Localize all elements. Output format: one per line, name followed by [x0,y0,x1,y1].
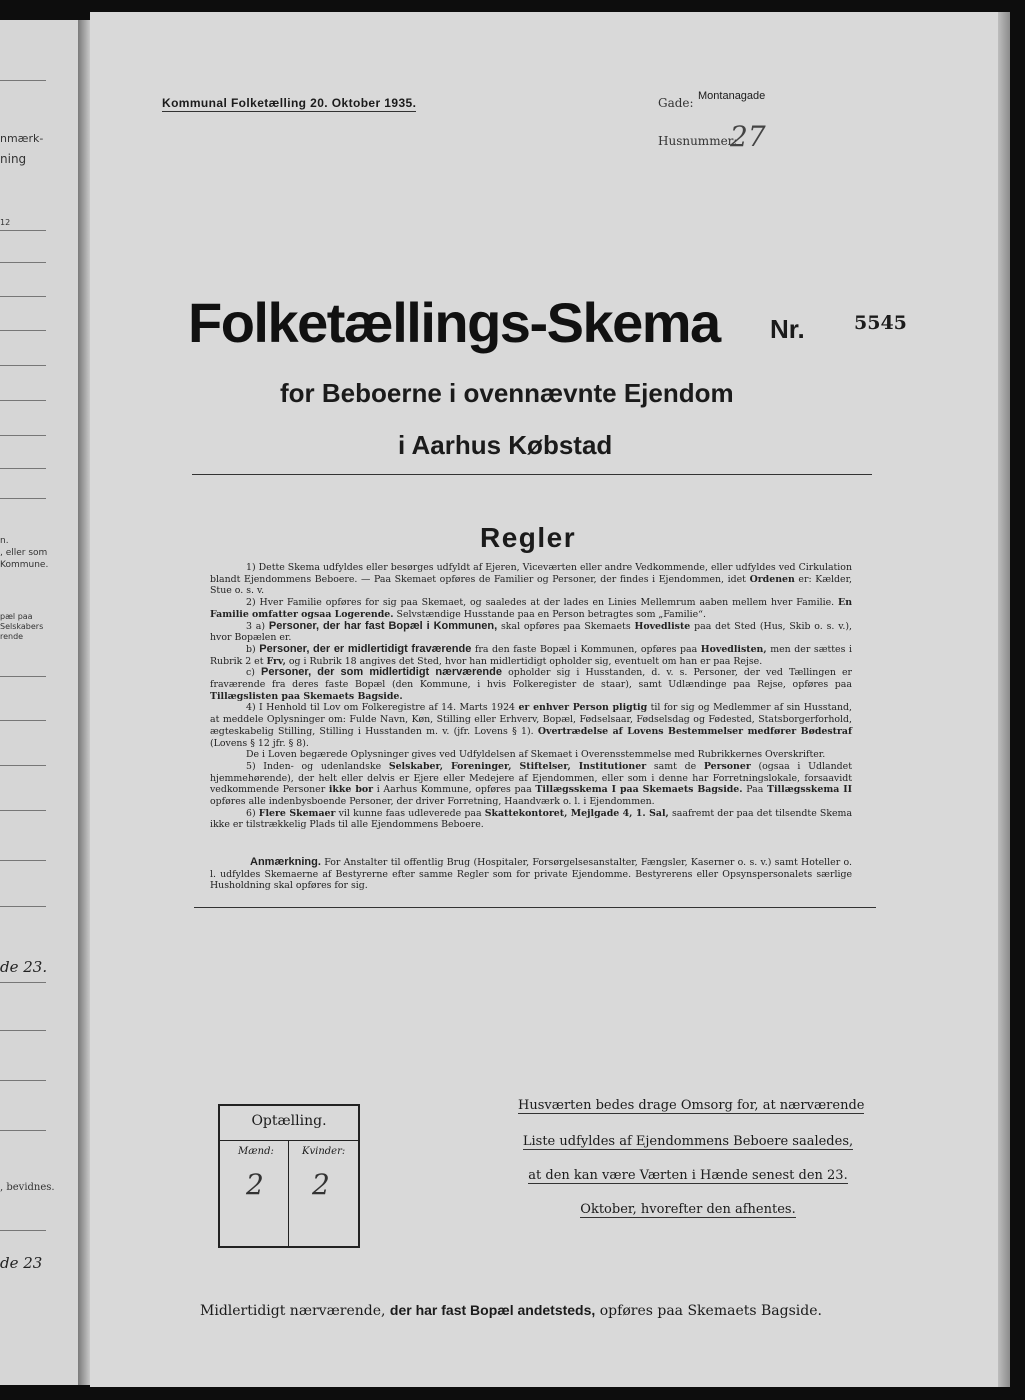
form-subtitle: for Beboerne i ovennævnte Ejendom [280,378,734,408]
census-header: Kommunal Folketælling 20. Oktober 1935. [162,96,417,110]
rule-emphasis: Tillægsskema I paa Skemaets Bagside. [535,784,743,796]
street-label: Gade: [658,96,694,110]
fragment-text: Kommune. [0,560,49,570]
divider [0,860,46,861]
fragment-text: rende [0,632,24,641]
divider [0,720,46,721]
rule-emphasis: Frv, [266,655,286,667]
rule-text: Paa [746,784,764,796]
rule-emphasis: er enhver Person pligtig [518,702,648,714]
rule-emphasis: Personer, der er midlertidigt fraværende [259,642,472,655]
fragment-text: Selskabers [0,622,44,631]
rule-emphasis: Hovedlisten, [700,643,767,655]
rule-text: samt de [653,760,697,772]
handwritten-fragment: de 23. [0,958,48,976]
rule-emphasis: Hovedliste [634,620,691,632]
notice-line [518,1168,858,1183]
footer-text: Midlertidigt nærværende, [200,1303,386,1319]
rule-text: saafremt der paa det tilsendte Skema ikke er tilstrækkelig Plads til alle Ejendommens Beboere. [210,807,853,831]
fragment-text: ning [0,152,27,166]
rule-1 [210,562,852,597]
divider [0,982,46,983]
tally-women-value: 2 [312,1168,330,1201]
tally-men-value: 2 [246,1168,264,1201]
fragment-text: , bevidnes. [0,1182,55,1193]
divider [288,1140,289,1246]
rule-text: 3 a) [246,620,266,632]
rule-emphasis: Tillægsskema II [766,784,853,796]
rule-text: men der sættes i Rubrik 2 et [210,643,852,667]
tally-title: Optælling. [251,1113,327,1129]
rule-emphasis: Flere Skemaer [258,807,336,819]
divider [0,1230,46,1231]
fragment-text: , eller som [0,548,48,558]
rule-text: 6) [246,807,256,819]
rule-text: c) [246,667,255,679]
rule-text: Selvstændige Husstande paa en Person betragtes som „Familie“. [396,608,706,620]
rule-4-note [210,749,852,761]
remark-text [210,857,852,892]
divider [0,1130,46,1131]
divider [0,296,46,297]
remark-body: For Anstalter til offentlig Brug (Hospitaler, Forsørgelsesanstalter, Fængsler, Kaserner o. s. v.) samt Hoteller o. l. udfyldes Skemaerne af Bestyrerne efter samme Regler som for private Ejendomme. Bestyrerens eller Opsynspersonalets særlige Husholdning skal opføres for sig. [210,857,852,892]
rule-text: 1) Dette Skema udfyldes eller besørges udfyldt af Ejeren, Viceværten eller andre Vedkommende, eller udfyldes ved Cirkulation blandt Ejendommens Beboere. — Paa Skemaet opføres de Familier og Personer, der findes i Ejendommen, idet [210,562,852,585]
fragment-text: pæl paa [0,612,33,621]
notice-text: Husværten bedes drage Omsorg for, at nærværende [518,1098,865,1113]
rule-text: (ogsaa i Udlandet hjemmehørende), der helt eller delvis er Ejere eller Medejere af Ejendommen, eller som i denne har Forretningslokale, forsaavidt vedkommende Personer [210,760,852,796]
notice-text: at den kan være Værten i Hænde senest den 23. [528,1168,848,1183]
rule-emphasis: Personer [703,760,751,772]
divider [0,365,46,366]
rule-text: og i Rubrik 18 angives det Sted, hvor han midlertidigt opholder sig, eventuelt om han er paa Rejse. [288,655,763,667]
form-subtitle-city: i Aarhus Købstad [398,430,613,460]
rule-text: fra den faste Bopæl i Kommunen, opføres paa [474,643,698,655]
fragment-text: n. [0,536,9,546]
divider [0,435,46,436]
divider [0,765,46,766]
rule-emphasis: Tillægslisten paa Skemaets Bagside. [210,690,403,702]
fragment-text: nmærk- [0,132,44,145]
rule-emphasis: Selskaber, Foreninger, Stiftelser, Institutioner [388,760,647,772]
notice-line [518,1202,858,1217]
rule-4 [210,702,852,749]
rule-text: skal opføres paa Skemaets [501,620,631,632]
fragment-text: 12 [0,218,11,227]
divider [0,330,46,331]
notice-line [518,1134,858,1149]
form-title: Folketællings-Skema [188,291,720,354]
page-edge [998,12,1010,1387]
divider [0,1030,46,1031]
divider [192,474,872,475]
divider [220,1140,358,1141]
divider [0,1080,46,1081]
rule-emphasis: Personer, der har fast Bopæl i Kommunen, [268,619,498,632]
rule-text: opholder sig i Husstanden, d. v. s. Personer, der ved Tællingen er fraværende fra deres faste Bopæl (den Kommune, i hvis Folkeregister de staar), samt Udlændinge paa Rejse, opføres paa [210,667,853,691]
rule-text: 2) Hver Familie opføres for sig paa Skemaet, og saaledes at der lades en Linies Mellemrum aaben mellem hver Familie. [246,597,835,609]
divider [0,906,46,907]
divider [0,80,46,81]
rule-3c [210,667,852,702]
rule-text: (Lovens § 12 jfr. § 8). [210,737,309,749]
divider [0,498,46,499]
rule-text: til for sig og Medlemmer af sin Husstand, at meddele Oplysninger om: Fulde Navn, Køn, Stilling eller Erhverv, Bopæl, Fødselsaar, Fødselsdag og Fødested, Statsborgerforhold, ægteskabelig Stilling, Stilling i Husstanden m. v. (jfr. Lovens § 1). [210,702,852,737]
tally-men-label: Mænd: [238,1146,274,1157]
rule-text: i Aarhus Kommune, opføres paa [376,784,532,796]
rule-emphasis: Overtrædelse af Lovens Bestemmelser medfører Bødestraf [537,725,853,737]
rule-6 [210,808,852,831]
divider [0,230,46,231]
notice-text: Oktober, hvorefter den afhentes. [580,1202,796,1217]
rule-3a [210,621,852,644]
rule-emphasis: Skattekontoret, Mejlgade 4, 1. Sal, [484,807,669,819]
divider [0,400,46,401]
rule-emphasis: Personer, der som midlertidigt nærværende [261,666,502,679]
divider [0,676,46,677]
notice-line [518,1098,865,1113]
divider [0,262,46,263]
remark-paragraph [210,857,852,892]
rules-text [210,562,852,831]
house-number-value: 27 [730,120,766,153]
tally-women-label: Kvinder: [302,1146,346,1157]
divider [0,810,46,811]
notice-text: Liste udfyldes af Ejendommens Beboere saaledes, [522,1134,854,1149]
footer-note [200,1302,822,1319]
rule-text: b) [246,643,256,655]
rule-text: vil kunne faas udleverede paa [338,807,482,819]
form-number-label: Nr. [770,314,805,344]
rule-text: er: Kælder, Stue o. s. v. [210,573,853,597]
rule-emphasis: Ordenen [749,573,795,585]
rule-text: 5) Inden- og udenlandske [246,760,382,772]
book-gutter [78,20,90,1385]
tally-box [218,1104,360,1248]
form-number-value: 5545 [854,312,907,334]
rule-5 [210,761,852,808]
rule-text: opføres alle indenbysboende Personer, der driver Forretning, Haandværk o. l. i Ejendommen. [210,796,655,808]
rule-emphasis: ikke bor [328,784,374,796]
rule-3b [210,644,852,667]
handwritten-fragment: de 23 [0,1254,43,1272]
rule-text: paa det Sted (Hus, Skib o. s. v.), hvor Bopælen er. [210,620,853,644]
rule-2 [210,597,852,620]
street-value: Montanagade [698,90,766,102]
census-form-page [90,12,998,1387]
rule-emphasis: En Familie omfatter ogsaa Logerende. [210,597,853,620]
footer-emphasis: der har fast Bopæl andetsteds, [389,1302,596,1318]
rule-text: 4) I Henhold til Lov om Folkeregistre af 14. Marts 1924 [246,702,516,714]
remark-label: Anmærkning. [250,856,321,868]
footer-text: opføres paa Skemaets Bagside. [599,1303,822,1319]
divider [0,468,46,469]
rule-text: De i Loven begærede Oplysninger gives ved Udfyldelsen af Skemaet i Overensstemmelse med Rubrikkernes Overskrifter. [246,749,826,761]
divider [194,907,876,908]
house-number-label: Husnummer: [658,134,738,148]
rules-heading: Regler [480,522,577,553]
left-page-fragment [0,20,78,1385]
